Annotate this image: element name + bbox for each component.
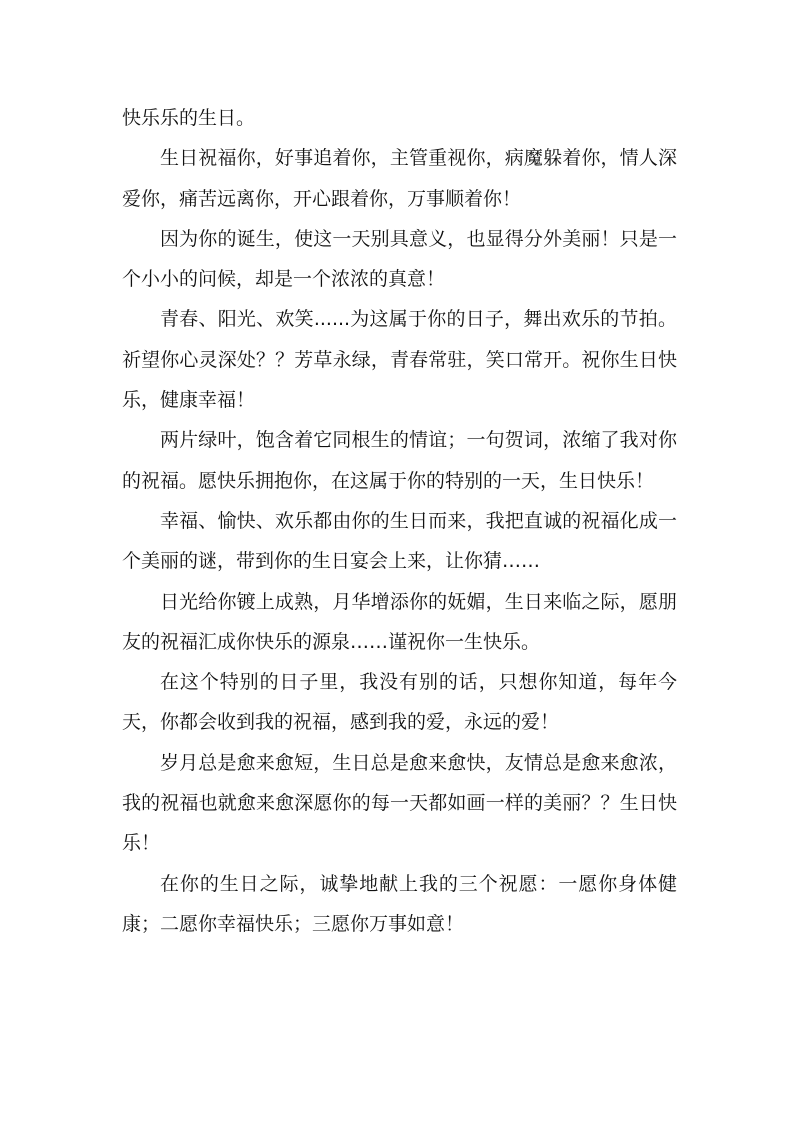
paragraph: 岁月总是愈来愈短，生日总是愈来愈快，友情总是愈来愈浓，我的祝福也就愈来愈深愿你的每一天都如画一样的美丽？？生日快乐！ [122, 751, 677, 855]
paragraph: 两片绿叶，饱含着它同根生的情谊；一句贺词，浓缩了我对你的祝福。愿快乐拥抱你，在这属于你的特别的一天，生日快乐！ [122, 429, 677, 492]
paragraph: 日光给你镀上成熟，月华增添你的妩媚，生日来临之际，愿朋友的祝福汇成你快乐的源泉……谨祝你一生快乐。 [122, 590, 677, 653]
paragraph: 幸福、愉快、欢乐都由你的生日而来，我把直诚的祝福化成一个美丽的谜，带到你的生日宴会上来，让你猜…… [122, 509, 677, 573]
document-body [122, 98, 677, 944]
paragraph: 在你的生日之际，诚挚地献上我的三个祝愿：一愿你身体健康；二愿你幸福快乐；三愿你万事如意！ [122, 872, 677, 935]
paragraph: 生日祝福你，好事追着你，主管重视你，病魔躲着你，情人深爱你，痛苦远离你，开心跟着你，万事顺着你！ [122, 147, 677, 210]
paragraph: 在这个特别的日子里，我没有别的话，只想你知道，每年今天，你都会收到我的祝福，感到我的爱，永远的爱！ [122, 671, 677, 734]
paragraph: 青春、阳光、欢笑......为这属于你的日子，舞出欢乐的节拍。祈望你心灵深处？？芳草永绿，青春常驻，笑口常开。祝你生日快乐，健康幸福！ [122, 308, 677, 412]
paragraph: 因为你的诞生，使这一天别具意义，也显得分外美丽！只是一个小小的问候，却是一个浓浓的真意！ [122, 227, 677, 291]
paragraph-continuation: 快乐乐的生日。 [122, 107, 256, 129]
